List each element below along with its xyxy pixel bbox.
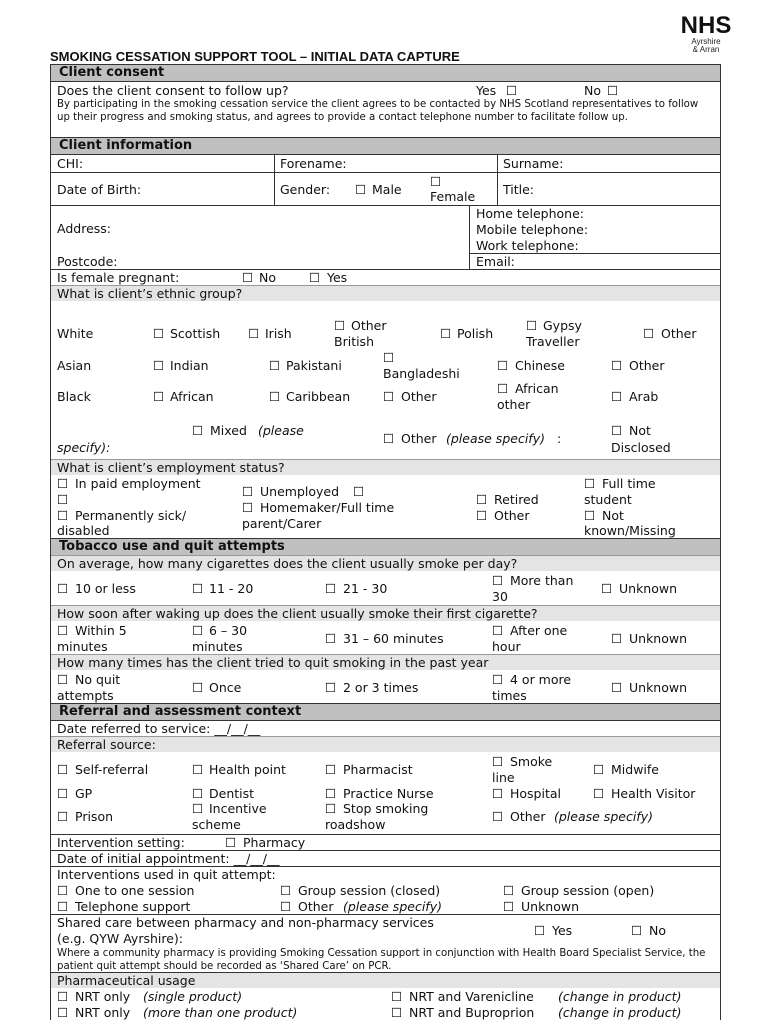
pregnant-label: Is female pregnant: <box>57 270 180 285</box>
other-british-label-1: Other <box>351 318 387 333</box>
paid-employment-label: In paid employment <box>75 476 201 491</box>
not-known-label-2: known/Missing <box>584 523 676 538</box>
date-referred-row <box>51 720 720 736</box>
other-intervention-label: Other <box>298 899 334 914</box>
scottish-checkbox[interactable]: ☐ <box>153 326 165 341</box>
dob-row <box>51 172 720 205</box>
other-british-checkbox[interactable]: ☐ <box>334 318 346 333</box>
pregnant-row <box>51 269 720 285</box>
logo-line-1: Ayrshire <box>691 37 721 46</box>
retired-label: Retired <box>494 492 539 507</box>
consent-yes-checkbox[interactable]: ☐ <box>506 83 518 98</box>
divider <box>497 173 498 205</box>
not-disclosed-checkbox[interactable]: ☐ <box>611 423 623 438</box>
disabled-label: disabled <box>57 523 110 538</box>
quit-times-options <box>51 670 720 703</box>
title-label: Title: <box>503 182 534 197</box>
divider <box>274 173 275 205</box>
other-intervention-checkbox[interactable]: ☐ <box>280 899 292 914</box>
other-specify-italic: (please specify) <box>446 431 545 446</box>
prison-label: Prison <box>75 809 114 824</box>
nrt-buproprion-italic: (change in product) <box>558 1005 682 1020</box>
mixed-please-label: (please <box>258 423 304 438</box>
pharmacist-checkbox[interactable]: ☐ <box>325 762 337 777</box>
bangladeshi-checkbox[interactable]: ☐ <box>383 350 395 365</box>
gender-label: Gender: <box>280 182 331 197</box>
african-other-label-2: other <box>497 397 531 412</box>
employment-other-checkbox[interactable]: ☐ <box>476 508 488 523</box>
six-thirty-checkbox[interactable]: ☐ <box>192 623 204 638</box>
quit-times-question-row <box>51 654 720 670</box>
mobile-telephone-label: Mobile telephone: <box>476 222 589 237</box>
waking-unknown-checkbox[interactable]: ☐ <box>611 631 623 646</box>
pharmacist-label: Pharmacist <box>343 762 413 777</box>
practice-nurse-label: Practice Nurse <box>343 786 434 801</box>
within-five-label-1: Within 5 <box>75 623 127 638</box>
asian-other-label: Other <box>629 358 665 373</box>
group-open-checkbox[interactable]: ☐ <box>503 883 515 898</box>
nrt-more-italic: (more than one product) <box>143 1005 298 1020</box>
female-label: Female <box>430 189 476 204</box>
male-label: Male <box>372 182 402 197</box>
divider <box>469 206 470 269</box>
polish-checkbox[interactable]: ☐ <box>440 326 452 341</box>
pregnant-no-checkbox[interactable]: ☐ <box>242 270 254 285</box>
section-tobacco-use <box>51 538 720 555</box>
email-label: Email: <box>476 254 515 269</box>
irish-label: Irish <box>265 326 292 341</box>
four-more-checkbox[interactable]: ☐ <box>492 672 504 687</box>
homemaker-checkbox[interactable]: ☐ <box>353 484 365 499</box>
no-quit-checkbox[interactable]: ☐ <box>57 672 69 687</box>
telephone-support-checkbox[interactable]: ☐ <box>57 899 69 914</box>
chi-label: CHI: <box>57 156 84 171</box>
nrt-single-checkbox[interactable]: ☐ <box>57 989 69 1004</box>
nrt-buproprion-checkbox[interactable]: ☐ <box>391 1005 403 1020</box>
ethnic-question-row <box>51 285 720 301</box>
dob-label: Date of Birth: <box>57 182 142 197</box>
shared-care-row <box>51 914 720 972</box>
nrt-more-checkbox[interactable]: ☐ <box>57 1005 69 1020</box>
within-five-label-2: minutes <box>57 639 108 654</box>
shared-care-no-checkbox[interactable]: ☐ <box>631 923 643 938</box>
employment-other-label: Other <box>494 508 530 523</box>
ethnic-question: What is client’s ethnic group? <box>57 286 243 301</box>
self-referral-checkbox[interactable]: ☐ <box>57 762 69 777</box>
mixed-specify-label: specify): <box>57 440 111 455</box>
within-five-checkbox[interactable]: ☐ <box>57 623 69 638</box>
health-visitor-checkbox[interactable]: ☐ <box>593 786 605 801</box>
group-closed-label: Group session (closed) <box>298 883 441 898</box>
referral-other-checkbox[interactable]: ☐ <box>492 809 504 824</box>
six-thirty-label-2: minutes <box>192 639 243 654</box>
document-title: SMOKING CESSATION SUPPORT TOOL – INITIAL DATA CAPTURE <box>50 49 460 64</box>
stop-smoking-checkbox[interactable]: ☐ <box>325 801 337 816</box>
ethnic-black-label: Black <box>57 389 91 404</box>
ethnic-options <box>51 301 720 427</box>
consent-yes-label: Yes <box>476 83 497 98</box>
employment-question: What is client’s employment status? <box>57 460 285 475</box>
not-disclosed-label-2: Disclosed <box>611 440 671 455</box>
nrt-more-label: NRT only <box>75 1005 131 1020</box>
pharmacy-checkbox[interactable]: ☐ <box>225 835 237 850</box>
initial-appointment-row <box>51 850 720 866</box>
health-visitor-label: Health Visitor <box>611 786 696 801</box>
intervention-unknown-checkbox[interactable]: ☐ <box>503 899 515 914</box>
other-specify-checkbox[interactable]: ☐ <box>383 431 395 446</box>
pregnant-yes-label: Yes <box>327 270 348 285</box>
pakistani-checkbox[interactable]: ☐ <box>269 358 281 373</box>
black-other-checkbox[interactable]: ☐ <box>383 389 395 404</box>
shared-care-note: Where a community pharmacy is providing Smoking Cessation support in conjunction with Health Board Specialist Service, the patient quit attempt should be recorded as ‘Shared Care’ on PCR. <box>57 948 706 972</box>
six-thirty-label-1: 6 – 30 <box>209 623 248 638</box>
nrt-varenicline-italic: (change in product) <box>558 989 682 1004</box>
name-row <box>51 154 720 172</box>
consent-question: Does the client consent to follow up? <box>57 83 289 98</box>
smoke-line-checkbox[interactable]: ☐ <box>492 754 504 769</box>
interventions-row <box>51 866 720 914</box>
incentive-checkbox[interactable]: ☐ <box>192 801 204 816</box>
pregnant-yes-checkbox[interactable]: ☐ <box>309 270 321 285</box>
prison-checkbox[interactable]: ☐ <box>57 809 69 824</box>
work-telephone-label: Work telephone: <box>476 238 579 253</box>
pregnant-no-label: No <box>259 270 276 285</box>
dentist-checkbox[interactable]: ☐ <box>192 786 204 801</box>
other-british-label-2: British <box>334 334 374 349</box>
african-other-checkbox[interactable]: ☐ <box>497 381 509 396</box>
not-known-label-1: Not <box>602 508 624 523</box>
waking-unknown-label: Unknown <box>629 631 688 646</box>
quit-times-question: How many times has the client tried to quit smoking in the past year <box>57 655 489 670</box>
other-specify-colon: : <box>557 431 562 446</box>
twentyone-thirty-label: 21 - 30 <box>343 581 388 596</box>
smoke-line-label-2: line <box>492 770 515 785</box>
not-known-checkbox[interactable]: ☐ <box>584 508 596 523</box>
logo-line-2: & Arran <box>692 45 720 54</box>
group-closed-checkbox[interactable]: ☐ <box>280 883 292 898</box>
more-than-thirty-label-1: More than <box>510 573 574 588</box>
hospital-label: Hospital <box>510 786 562 801</box>
after-one-hour-label-2: hour <box>492 639 521 654</box>
thirtyone-sixty-label: 31 – 60 minutes <box>343 631 444 646</box>
permanently-sick-label: Permanently sick/ <box>75 508 187 523</box>
male-checkbox[interactable]: ☐ <box>355 182 367 197</box>
surname-label: Surname: <box>503 156 564 171</box>
after-one-hour-label-1: After one <box>510 623 568 638</box>
female-checkbox[interactable]: ☐ <box>430 174 442 189</box>
interventions-label: Interventions used in quit attempt: <box>57 867 276 882</box>
mixed-checkbox[interactable]: ☐ <box>192 423 204 438</box>
pharmaceutical-usage-row <box>51 972 720 988</box>
consent-no-checkbox[interactable]: ☐ <box>607 83 619 98</box>
intervention-setting-row <box>51 834 720 850</box>
midwife-checkbox[interactable]: ☐ <box>593 762 605 777</box>
retired-checkbox[interactable]: ☐ <box>476 492 488 507</box>
gp-checkbox[interactable]: ☐ <box>57 786 69 801</box>
african-label: African <box>170 389 214 404</box>
parent-carer-label: parent/Carer <box>242 516 322 531</box>
nrt-buproprion-label: NRT and Buproprion <box>409 1005 535 1020</box>
gypsy-label-1: Gypsy <box>543 318 582 333</box>
ten-or-less-checkbox[interactable]: ☐ <box>57 581 69 596</box>
section-title: Client information <box>59 138 193 153</box>
incentive-label-1: Incentive <box>209 801 267 816</box>
section-title: Tobacco use and quit attempts <box>59 539 285 554</box>
address-label: Address: <box>57 221 111 236</box>
fulltime-student-checkbox[interactable]: ☐ <box>584 476 596 491</box>
consent-row <box>51 81 720 137</box>
forename-label: Forename: <box>280 156 347 171</box>
intervention-unknown-label: Unknown <box>521 899 580 914</box>
practice-nurse-checkbox[interactable]: ☐ <box>325 786 337 801</box>
cigs-unknown-label: Unknown <box>619 581 678 596</box>
gypsy-label-2: Traveller <box>526 334 580 349</box>
bangladeshi-label: Bangladeshi <box>383 366 460 381</box>
more-than-thirty-label-2: 30 <box>492 589 508 604</box>
section-title: Referral and assessment context <box>59 704 302 719</box>
health-point-checkbox[interactable]: ☐ <box>192 762 204 777</box>
health-point-label: Health point <box>209 762 286 777</box>
caribbean-label: Caribbean <box>286 389 351 404</box>
four-more-label-1: 4 or more <box>510 672 572 687</box>
other-specify-label: Other <box>401 431 437 446</box>
scottish-label: Scottish <box>170 326 221 341</box>
nhs-logo <box>676 14 736 54</box>
pharmacy-label: Pharmacy <box>243 835 306 850</box>
arab-label: Arab <box>629 389 659 404</box>
polish-label: Polish <box>457 326 494 341</box>
mixed-label: Mixed <box>210 423 247 438</box>
waking-options <box>51 621 720 654</box>
chinese-checkbox[interactable]: ☐ <box>497 358 509 373</box>
fulltime-student-label-1: Full time <box>602 476 656 491</box>
chinese-label: Chinese <box>515 358 565 373</box>
two-three-checkbox[interactable]: ☐ <box>325 680 337 695</box>
midwife-label: Midwife <box>611 762 659 777</box>
shared-care-label-2: (e.g. QYW Ayrshire): <box>57 931 184 946</box>
pharmaceutical-options <box>51 988 720 1020</box>
referral-source-row <box>51 736 720 752</box>
waking-question: How soon after waking up does the client usually smoke their first cigarette? <box>57 606 538 621</box>
arab-checkbox[interactable]: ☐ <box>611 389 623 404</box>
consent-note: By participating in the smoking cessation service the client agrees to be contacted by NHS Scotland representatives to follow up their progress and smoking status, and agrees to provide a contact telephone number to facilitate follow up. <box>57 99 699 123</box>
pakistani-label: Pakistani <box>286 358 342 373</box>
other-intervention-specify: (please specify) <box>343 899 442 914</box>
nrt-varenicline-label: NRT and Varenicline <box>409 989 534 1004</box>
referral-source-label: Referral source: <box>57 737 156 752</box>
telephone-support-label: Telephone support <box>75 899 191 914</box>
employment-options <box>51 475 720 538</box>
referral-source-options <box>51 752 720 834</box>
permanently-sick-checkbox[interactable]: ☐ <box>57 492 69 507</box>
paid-employment-checkbox[interactable]: ☐ <box>57 476 69 491</box>
more-than-thirty-checkbox[interactable]: ☐ <box>492 573 504 588</box>
unemployed-checkbox[interactable]: ☐ <box>242 484 254 499</box>
nrt-varenicline-checkbox[interactable]: ☐ <box>391 989 403 1004</box>
section-client-consent <box>51 64 720 81</box>
african-checkbox[interactable]: ☐ <box>153 389 165 404</box>
data-capture-form <box>50 64 721 1020</box>
section-title: Client consent <box>59 65 165 80</box>
not-disclosed-label-1: Not <box>629 423 651 438</box>
divider <box>497 155 498 172</box>
unemployed-label: Unemployed <box>260 484 340 499</box>
one-to-one-checkbox[interactable]: ☐ <box>57 883 69 898</box>
consent-no-label: No <box>584 83 601 98</box>
intervention-setting-label: Intervention setting: <box>57 835 185 850</box>
ethnic-mixed-row <box>51 423 720 459</box>
ethnic-asian-label: Asian <box>57 358 92 373</box>
referral-other-specify: (please specify) <box>554 809 653 824</box>
incentive-label-2: scheme <box>192 817 241 832</box>
stop-smoking-label-1: Stop smoking <box>343 801 429 816</box>
address-row <box>51 205 720 269</box>
no-quit-label-2: attempts <box>57 688 114 703</box>
nrt-single-label: NRT only <box>75 989 131 1004</box>
fulltime-student-label-2: student <box>584 492 632 507</box>
self-referral-label: Self-referral <box>75 762 149 777</box>
group-open-label: Group session (open) <box>521 883 655 898</box>
section-referral <box>51 703 720 720</box>
four-more-label-2: times <box>492 688 527 703</box>
quit-unknown-label: Unknown <box>629 680 688 695</box>
initial-appointment-label: Date of initial appointment: __/__/__ <box>57 851 280 866</box>
employment-question-row <box>51 459 720 475</box>
cigarettes-options <box>51 571 720 605</box>
white-other-label: Other <box>661 326 697 341</box>
logo-main-text: NHS <box>680 12 732 39</box>
stop-smoking-label-2: roadshow <box>325 817 386 832</box>
cigarettes-question: On average, how many cigarettes does the client usually smoke per day? <box>57 556 518 571</box>
section-client-information <box>51 137 720 154</box>
quit-unknown-checkbox[interactable]: ☐ <box>611 680 623 695</box>
eleven-twenty-label: 11 - 20 <box>209 581 254 596</box>
shared-care-label-1: Shared care between pharmacy and non-pharmacy services <box>57 915 434 930</box>
eleven-twenty-checkbox[interactable]: ☐ <box>192 581 204 596</box>
postcode-label: Postcode: <box>57 254 118 269</box>
gypsy-checkbox[interactable]: ☐ <box>526 318 538 333</box>
cigarettes-question-row <box>51 555 720 571</box>
ethnic-white-label: White <box>57 326 94 341</box>
twentyone-thirty-checkbox[interactable]: ☐ <box>325 581 337 596</box>
two-three-label: 2 or 3 times <box>343 680 419 695</box>
dentist-label: Dentist <box>209 786 255 801</box>
date-referred-label: Date referred to service: __/__/__ <box>57 721 261 736</box>
homemaker-box-2[interactable]: ☐ <box>242 500 254 515</box>
once-checkbox[interactable]: ☐ <box>192 680 204 695</box>
divider <box>274 155 275 172</box>
thirtyone-sixty-checkbox[interactable]: ☐ <box>325 631 337 646</box>
shared-care-yes-label: Yes <box>552 923 573 938</box>
nrt-single-italic: (single product) <box>143 989 243 1004</box>
homemaker-label: Homemaker/Full time <box>260 500 395 515</box>
african-other-label-1: African <box>515 381 559 396</box>
hospital-checkbox[interactable]: ☐ <box>492 786 504 801</box>
indian-label: Indian <box>170 358 209 373</box>
once-label: Once <box>209 680 242 695</box>
white-other-checkbox[interactable]: ☐ <box>643 326 655 341</box>
ten-or-less-label: 10 or less <box>75 581 136 596</box>
cigs-unknown-checkbox[interactable]: ☐ <box>601 581 613 596</box>
home-telephone-label: Home telephone: <box>476 206 584 221</box>
caribbean-checkbox[interactable]: ☐ <box>269 389 281 404</box>
no-quit-label-1: No quit <box>75 672 121 687</box>
one-to-one-label: One to one session <box>75 883 195 898</box>
pharmaceutical-usage-label: Pharmaceutical usage <box>57 973 196 988</box>
shared-care-yes-checkbox[interactable]: ☐ <box>534 923 546 938</box>
smoke-line-label-1: Smoke <box>510 754 553 769</box>
asian-other-checkbox[interactable]: ☐ <box>611 358 623 373</box>
waking-question-row <box>51 605 720 621</box>
permanently-sick-box-2[interactable]: ☐ <box>57 508 69 523</box>
referral-other-label: Other <box>510 809 546 824</box>
irish-checkbox[interactable]: ☐ <box>248 326 260 341</box>
black-other-label: Other <box>401 389 437 404</box>
after-one-hour-checkbox[interactable]: ☐ <box>492 623 504 638</box>
shared-care-no-label: No <box>649 923 666 938</box>
indian-checkbox[interactable]: ☐ <box>153 358 165 373</box>
gp-label: GP <box>75 786 93 801</box>
